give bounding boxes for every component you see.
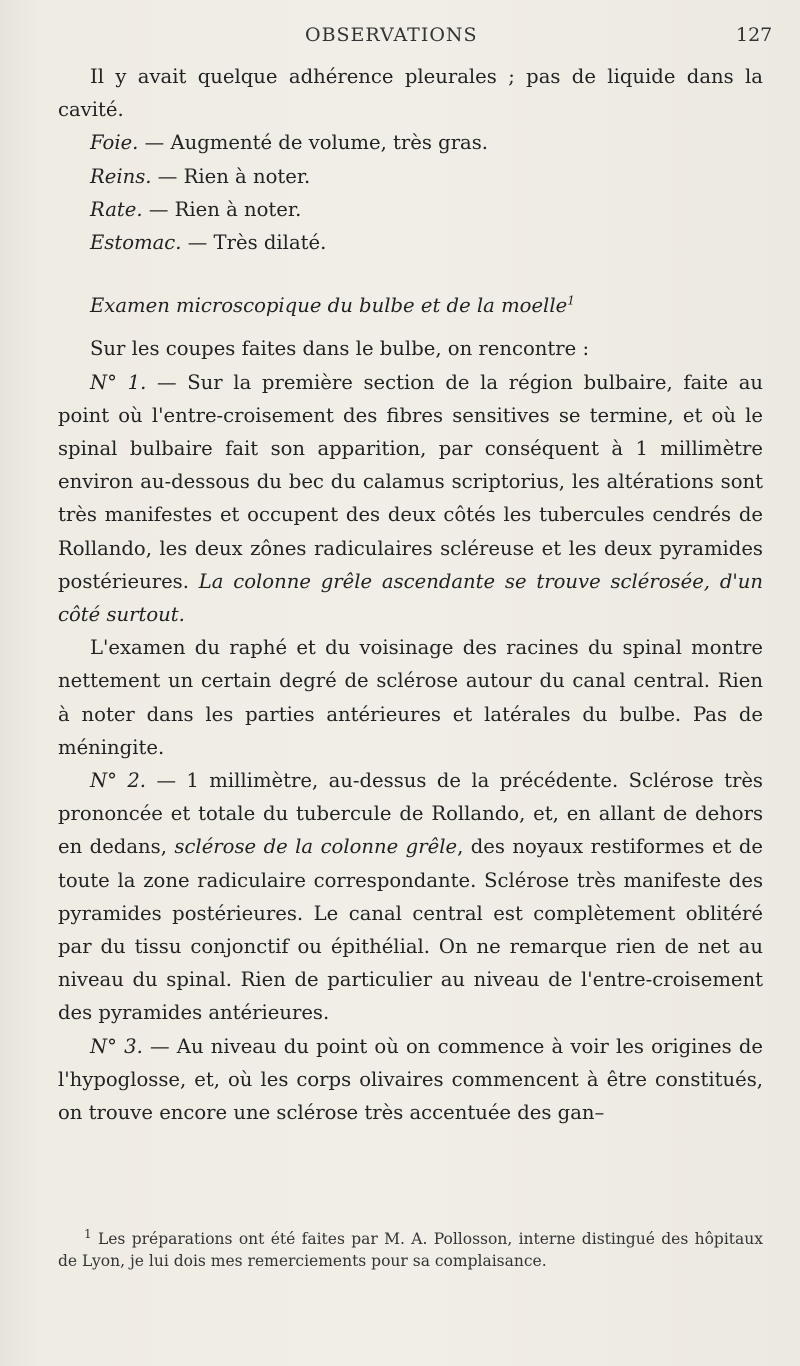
n1-label: N° 1. xyxy=(90,370,147,394)
n2-italic: sclérose de la colonne grêle xyxy=(174,835,458,859)
paragraph-foie xyxy=(58,126,763,159)
estomac-label: Estomac. xyxy=(90,231,182,255)
foie-label: Foie. xyxy=(90,131,139,155)
pleural-text: Il y avait quelque adhérence pleurales ; pas de liquide dans la cavité. xyxy=(58,65,763,122)
main-text xyxy=(58,60,763,1129)
paragraph-n3 xyxy=(58,1030,763,1130)
n2-text-a: — 1 millimètre, au-dessus de la précédente. Sclérose très prononcée et totale du tubercule de Rollando, et, en allant de dehors en dedans, xyxy=(58,769,763,859)
foie-text: — Augmenté de volume, très gras. xyxy=(138,131,489,155)
estomac-text: — Très dilaté. xyxy=(181,231,327,255)
section-heading-text: Examen microscopique du bulbe et de la moelle xyxy=(90,294,568,318)
paragraph-reins xyxy=(58,160,763,193)
heading-footnote-mark: 1 xyxy=(567,293,575,308)
n3-label: N° 3. xyxy=(90,1034,143,1058)
page-header xyxy=(0,22,800,52)
page-number: 127 xyxy=(736,24,773,46)
spacer xyxy=(58,322,763,332)
section-heading xyxy=(58,289,763,322)
footnote xyxy=(58,1228,763,1272)
paragraph-raphe xyxy=(58,631,763,764)
paragraph-intro xyxy=(58,332,763,365)
n2-text-b: , des noyaux restiformes et de toute la zone radiculaire correspondante. Sclérose très manifeste des pyramides postérieures. Le canal central est complètement oblitéré par du tissu conjonctif ou épithélial. On ne remarque rien de net au niveau du spinal. Rien de particulier au niveau de l'entre-croisement des pyramides antérieures. xyxy=(58,835,764,1025)
reins-text: — Rien à noter. xyxy=(151,164,311,188)
rate-label: Rate. xyxy=(90,197,143,221)
n1-text: — Sur la première section de la région bulbaire, faite au point où l'entre-croisement des fibres sensitives se termine, et où le spinal bulbaire fait son apparition, par conséquent à 1 millimètre environ au-dessous du bec du calamus scriptorius, les altérations sont très manifestes et occupent des deux côtés les tubercules cendrés de Rollando, les deux zônes radiculaires scléreuse et les deux pyramides postérieures. xyxy=(58,370,763,593)
rate-text: — Rien à noter. xyxy=(142,197,302,221)
reins-label: Reins. xyxy=(90,164,152,188)
paragraph-rate xyxy=(58,193,763,226)
n3-text: — Au niveau du point où on commence à voir les origines de l'hypoglosse, et, où les corps olivaires commencent à être constitués, on trouve encore une sclérose très accentuée des gan– xyxy=(58,1034,763,1125)
paragraph-n1 xyxy=(58,366,763,632)
n1-italic: La colonne grêle ascendante se trouve sclérosée, d'un côté surtout. xyxy=(58,569,764,627)
paragraph-estomac xyxy=(58,226,763,259)
paragraph-pleural xyxy=(58,60,763,126)
intro-text: Sur les coupes faites dans le bulbe, on rencontre : xyxy=(90,337,590,361)
n2-label: N° 2. xyxy=(90,769,147,793)
running-title: OBSERVATIONS xyxy=(305,24,478,46)
footnote-mark: 1 xyxy=(84,1226,92,1241)
footnote-text: Les préparations ont été faites par M. A. Pollosson, interne distingué des hôpitaux de Lyon, je lui dois mes remerciements pour sa complaisance. xyxy=(58,1230,763,1270)
paragraph-n2 xyxy=(58,764,763,1030)
spacer xyxy=(58,259,763,289)
raphe-text: L'examen du raphé et du voisinage des racines du spinal montre nettement un certain degré de sclérose autour du canal central. Rien à noter dans les parties antérieures et latérales du bulbe. Pas de méningite. xyxy=(58,636,763,759)
